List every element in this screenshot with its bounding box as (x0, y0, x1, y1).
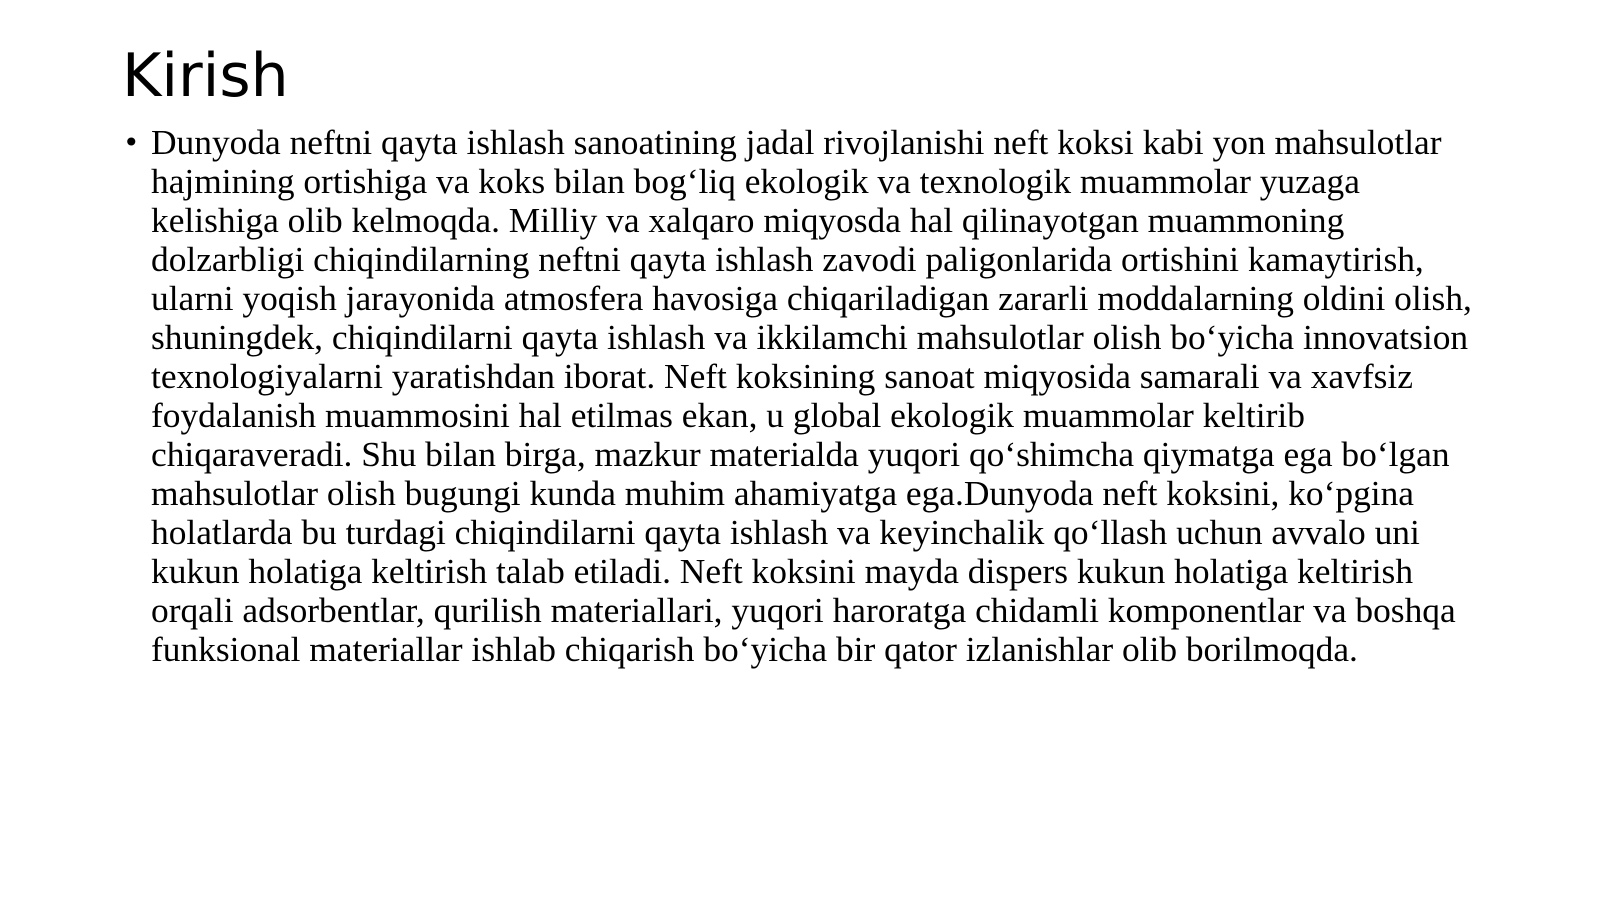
slide-title: Kirish (122, 41, 289, 111)
bullet-marker: • (123, 126, 140, 159)
bullet-list (120, 123, 1485, 669)
bullet-text: Dunyoda neftni qayta ishlash sanoatining jadal rivojlanishi neft koksi kabi yon mahsulotlar hajmining ortishiga va koks bilan bog‘liq ekologik va texnologik muammolar yuzaga kelishiga olib kelmoqda. Milliy va xalqaro miqyosda hal qilinayotgan muammoning dolzarbligi chiqindilarning neftni qayta ishlash zavodi paligonlarida ortishini kamaytirish, ularni yoqish jarayonida atmosfera havosiga chiqariladigan zararli moddalarning oldini olish, shuningdek, chiqindilarni qayta ishlash va ikkilamchi mahsulotlar olish bo‘yicha innovatsion texnologiyalarni yaratishdan iborat. Neft koksining sanoat miqyosida samarali va xavfsiz foydalanish muammosini hal etilmas ekan, u global ekologik muammolar keltirib chiqaraveradi. Shu bilan birga, mazkur materialda yuqori qo‘shimcha qiymatga ega bo‘lgan mahsulotlar olish bugungi kunda muhim ahamiyatga ega.Dunyoda neft koksini, ko‘pgina holatlarda bu turdagi chiqindilarni qayta ishlash va keyinchalik qo‘llash uchun avvalo uni kukun holatiga keltirish talab etiladi. Neft koksini mayda dispers kukun holatiga keltirish orqali adsorbentlar, qurilish materiallari, yuqori haroratga chidamli komponentlar va boshqa funksional materiallar ishlab chiqarish bo‘yicha bir qator izlanishlar olib borilmoqda. (151, 122, 1472, 669)
bullet-item (120, 123, 1485, 669)
